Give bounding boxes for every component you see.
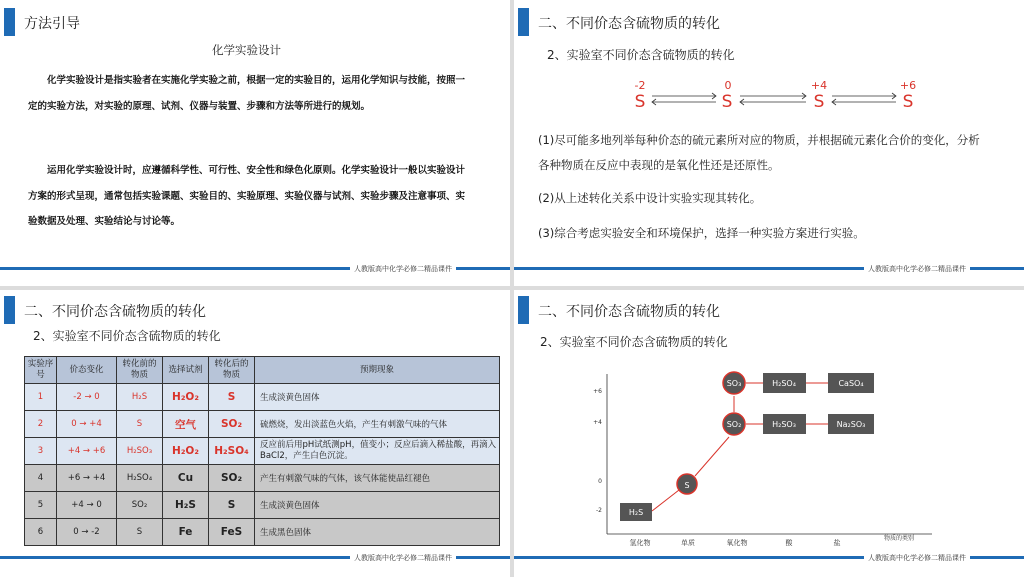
node-s-label: S (684, 481, 690, 490)
valence-label: +4 (810, 79, 828, 92)
footer-text: 人教版高中化学必修二精品课件 (350, 553, 456, 563)
sulfur-symbol: S (902, 92, 914, 112)
valence-label: 0 (724, 79, 732, 92)
slide-valence-class-diagram[interactable] (514, 290, 1024, 577)
table-row (25, 411, 500, 438)
title-accent-bar (4, 8, 15, 36)
slide-subtitle: 2、实验室不同价态含硫物质的转化 (547, 48, 735, 62)
x-tick-label: 单质 (681, 539, 695, 547)
link-s-so2 (695, 437, 729, 476)
cell-change: +4 → +6 (57, 438, 117, 465)
cell-change: +4 → 0 (57, 492, 117, 519)
cell-change: -2 → 0 (57, 384, 117, 411)
cell-no: 4 (25, 465, 57, 492)
cell-phenomenon: 反应前后用pH试纸测pH，值变小；反应后滴入稀盐酸，再滴入BaCl2，产生白色沉淀。 (255, 438, 500, 465)
slide-subtitle: 化学实验设计 (212, 43, 281, 57)
cell-reagent: Fe (163, 519, 209, 546)
footer-text: 人教版高中化学必修二精品课件 (864, 553, 970, 563)
slide-title: 方法引导 (24, 16, 80, 32)
cell-before: S (117, 519, 163, 546)
valence-class-diagram (514, 290, 1024, 577)
node-so3-label: SO₃ (726, 379, 742, 388)
cell-reagent: 空气 (163, 411, 209, 438)
box-caso4-label: CaSO₄ (838, 379, 864, 388)
cell-before: H₂SO₄ (117, 465, 163, 492)
header-cell: 价态变化 (57, 357, 117, 384)
cell-no: 2 (25, 411, 57, 438)
x-tick-label: 酸 (785, 539, 793, 547)
link-h2s-s (652, 490, 679, 511)
y-tick-label: +6 (593, 388, 602, 395)
table-row (25, 438, 500, 465)
table-row (25, 519, 500, 546)
cell-phenomenon: 生成淡黄色固体 (255, 384, 500, 411)
header-cell: 转化前的物质 (117, 357, 163, 384)
cell-change: 0 → -2 (57, 519, 117, 546)
cell-before: S (117, 411, 163, 438)
cell-no: 3 (25, 438, 57, 465)
slide-title: 二、不同价态含硫物质的转化 (24, 304, 206, 320)
cell-after: S (209, 492, 255, 519)
box-h2s-label: H₂S (628, 508, 644, 517)
valence-label: -2 (634, 79, 646, 92)
cell-reagent: H₂S (163, 492, 209, 519)
x-tick-label: 盐 (833, 539, 841, 547)
table-header-row (25, 357, 500, 384)
paragraph-principles: 运用化学实验设计时，应遵循科学性、可行性、安全性和绿色化原则。化学实验设计一般以实验设计方案的形式呈现，通常包括实验课题、实验目的、实验原理、实验仪器与试剂、实验步骤及注意事项、实验数据及处理、实验结论与讨论等。 (28, 165, 466, 227)
sulfur-symbol: S (634, 92, 646, 112)
title-accent-bar (518, 8, 529, 36)
box-h2so4-label: H₂SO₄ (772, 379, 796, 388)
cell-no: 5 (25, 492, 57, 519)
slide-title: 二、不同价态含硫物质的转化 (538, 304, 720, 320)
cell-no: 1 (25, 384, 57, 411)
cell-reagent: H₂O₂ (163, 438, 209, 465)
cell-change: 0 → +4 (57, 411, 117, 438)
cell-reagent: Cu (163, 465, 209, 492)
cell-phenomenon: 产生有刺激气味的气体，该气体能使品红褪色 (255, 465, 500, 492)
x-axis-title: 物质的类别 (884, 535, 915, 542)
footer-text: 人教版高中化学必修二精品课件 (864, 264, 970, 274)
cell-no: 6 (25, 519, 57, 546)
cell-after: SO₂ (209, 411, 255, 438)
cell-reagent: H₂O₂ (163, 384, 209, 411)
x-tick-label: 氧化物 (726, 539, 748, 547)
point-1: (1)尽可能多地列举每种价态的硫元素所对应的物质，并根据硫元素化合价的变化，分析各种物质在反应中表现的是氧化性还是还原性。 (538, 133, 980, 172)
experiment-table (24, 356, 500, 546)
cell-phenomenon: 硫燃烧，发出淡蓝色火焰，产生有刺激气味的气体 (255, 411, 500, 438)
cell-after: H₂SO₄ (209, 438, 255, 465)
sulfur-symbol: S (721, 92, 733, 112)
slide-sulfur-valence[interactable] (514, 0, 1024, 286)
slide-subtitle: 2、实验室不同价态含硫物质的转化 (33, 329, 221, 343)
header-cell: 实验序号 (25, 357, 57, 384)
cell-phenomenon: 生成淡黄色固体 (255, 492, 500, 519)
cell-after: S (209, 384, 255, 411)
y-tick-label: 0 (598, 478, 602, 485)
cell-after: FeS (209, 519, 255, 546)
cell-after: SO₂ (209, 465, 255, 492)
sulfur-symbol: S (813, 92, 825, 112)
cell-before: SO₂ (117, 492, 163, 519)
paragraph-definition: 化学实验设计是指实验者在实施化学实验之前，根据一定的实验目的，运用化学知识与技能，按照一定的实验方法，对实验的原理、试剂、仪器与装置、步骤和方法等所进行的规划。 (28, 75, 466, 112)
header-cell: 预期现象 (255, 357, 500, 384)
table-row (25, 384, 500, 411)
table-row (25, 465, 500, 492)
node-so2-label: SO₂ (726, 420, 742, 429)
y-tick-label: -2 (596, 507, 602, 514)
cell-before: H₂S (117, 384, 163, 411)
cell-change: +6 → +4 (57, 465, 117, 492)
x-tick-label: 氢化物 (629, 539, 651, 547)
title-accent-bar (4, 296, 15, 324)
slide-method-guide[interactable] (0, 0, 510, 286)
point-2: (2)从上述转化关系中设计实验实现其转化。 (538, 191, 762, 205)
footer-text: 人教版高中化学必修二精品课件 (350, 264, 456, 274)
box-h2so3-label: H₂SO₃ (772, 420, 796, 429)
valence-label: +6 (899, 79, 917, 92)
slide-subtitle: 2、实验室不同价态含硫物质的转化 (540, 335, 728, 349)
table-row (25, 492, 500, 519)
cell-before: H₂SO₃ (117, 438, 163, 465)
slide-title: 二、不同价态含硫物质的转化 (538, 16, 720, 32)
header-cell: 选择试剂 (163, 357, 209, 384)
valence-chain-diagram (514, 72, 1024, 114)
cell-phenomenon: 生成黑色固体 (255, 519, 500, 546)
point-3: (3)综合考虑实验安全和环境保护，选择一种实验方案进行实验。 (538, 226, 865, 240)
header-cell: 转化后的物质 (209, 357, 255, 384)
box-na2so3-label: Na₂SO₃ (836, 420, 866, 429)
slide-experiment-table[interactable] (0, 290, 510, 577)
y-tick-label: +4 (593, 419, 602, 426)
